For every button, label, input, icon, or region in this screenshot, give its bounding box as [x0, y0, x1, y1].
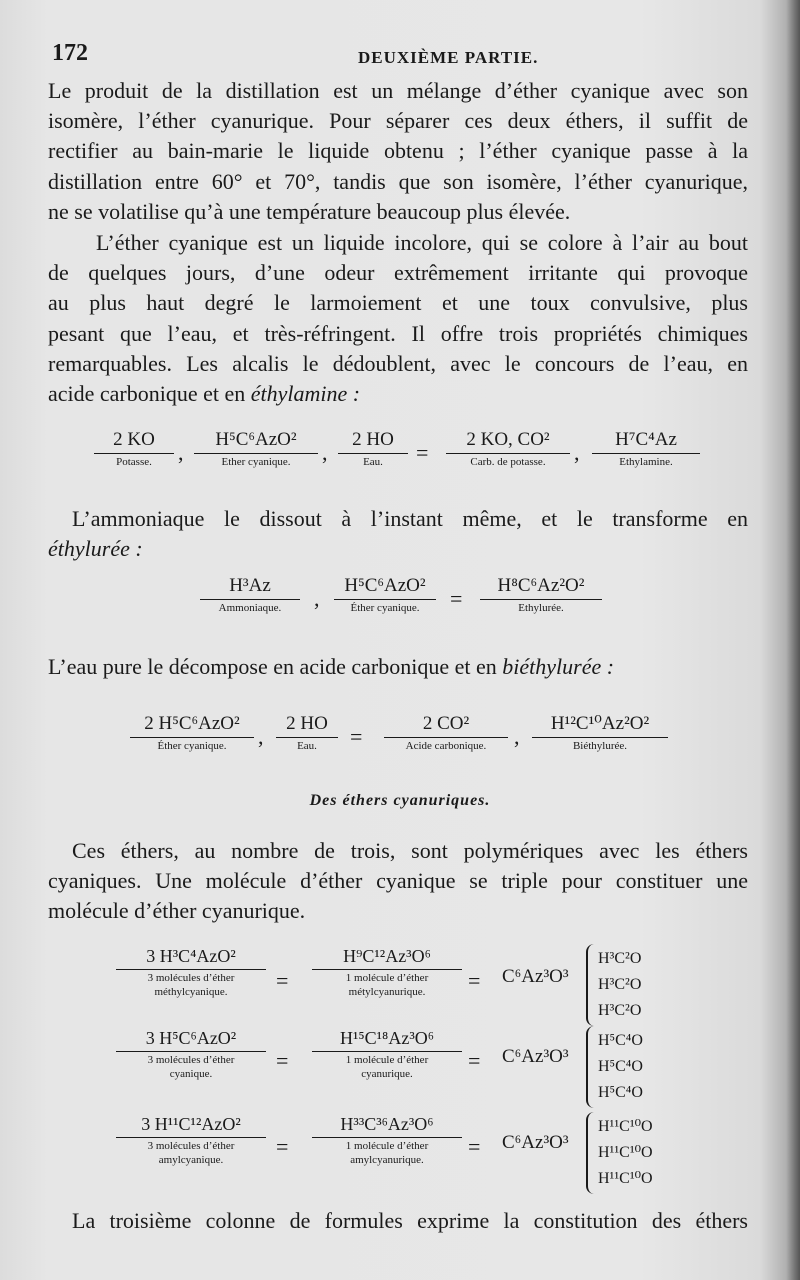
- eq-numerator: H¹⁵C¹⁸Az³O⁶: [339, 1028, 434, 1048]
- text-line: [48, 379, 748, 409]
- eq-denominator: Éther cyanique.: [157, 740, 227, 753]
- text-line: rectifier au bain-marie le liquide obtenu ; l’éther cyanique passe à la: [48, 138, 748, 164]
- radical: H⁵C⁴O: [598, 1032, 643, 1049]
- radical: H³C²O: [598, 1002, 642, 1019]
- eq-denominator: Éther cyanique.: [350, 602, 420, 615]
- radical: H¹¹C¹⁰O: [598, 1118, 653, 1135]
- equation-water: [0, 712, 800, 762]
- page-header: [48, 40, 748, 70]
- eq-term: [334, 574, 436, 616]
- eq-numerator: H⁹C¹²Az³O⁶: [343, 946, 431, 966]
- radical: H³C²O: [598, 950, 642, 967]
- eq-denominator: Ammoniaque.: [218, 602, 282, 615]
- eq-term: [480, 574, 602, 616]
- text-line: distillation entre 60° et 70°, tandis que son isomère, l’éther cyanurique,: [48, 168, 748, 194]
- radical-stack: [598, 1028, 643, 1106]
- eq-denominator: cyanurique.: [361, 1068, 413, 1081]
- eq-denominator: 1 molécule d’éther: [345, 1054, 429, 1067]
- eq-numerator: 2 KO: [113, 429, 155, 450]
- text-line: Le produit de la distillation est un mélange d’éther cyanique avec son: [48, 78, 748, 103]
- text-line: isomère, l’éther cyanurique. Pour séparer ces deux éthers, il suffit de: [48, 108, 748, 134]
- eq-numerator: 2 CO²: [422, 713, 470, 734]
- text-line: cyaniques. Une molécule d’éther cyanique se triple pour constituer une: [48, 868, 748, 894]
- eq-numerator: H⁵C⁶AzO²: [215, 429, 297, 450]
- paragraph-closing: [48, 1206, 748, 1236]
- text-line: [48, 534, 748, 564]
- eq-numerator: 3 H³C⁴AzO²: [146, 946, 236, 966]
- eq-term: [94, 428, 174, 470]
- eq-denominator: amylcyanique.: [158, 1154, 224, 1167]
- eq-denominator: Eau.: [297, 740, 317, 753]
- equals-sign: =: [276, 1048, 289, 1073]
- text-line: molécule d’éther cyanurique.: [48, 898, 306, 924]
- eq-denominator: Potasse.: [116, 456, 152, 469]
- radical: H⁵C⁴O: [598, 1084, 643, 1101]
- eq-numerator: 3 H¹¹C¹²AzO²: [141, 1114, 241, 1134]
- eq-term: [312, 1112, 462, 1167]
- eq-denominator: 1 molécule d’éther: [345, 972, 429, 985]
- brace: [586, 944, 598, 1026]
- equation-methyl: [0, 944, 800, 1028]
- equals-sign: =: [468, 1048, 481, 1073]
- radical: H¹¹C¹⁰O: [598, 1144, 653, 1161]
- comma-sign: ,: [314, 586, 320, 611]
- eq-numerator: H⁷C⁴Az: [615, 429, 677, 450]
- brace: [586, 1112, 598, 1194]
- equals-sign: =: [276, 968, 289, 993]
- equation-alkali: [0, 428, 800, 478]
- text-line: L’ammoniaque le dissout à l’instant même, et le transforme en: [72, 506, 748, 531]
- comma-sign: ,: [514, 724, 520, 749]
- equation-ammonia: [0, 574, 800, 624]
- paragraph-ammonia: [48, 504, 748, 564]
- eq-denominator: cyanique.: [169, 1068, 213, 1081]
- equals-sign: =: [450, 586, 463, 611]
- text-line: au plus haut degré le larmoiement et une toux convulsive, plus: [48, 290, 748, 316]
- eq-numerator: H³Az: [229, 575, 271, 596]
- text-line: La troisième colonne de formules exprime la constitution des éthers: [72, 1208, 748, 1233]
- eq-denominator: Eau.: [363, 456, 383, 469]
- equals-sign: =: [276, 1134, 289, 1159]
- radical-stack: [598, 1114, 653, 1192]
- eq-numerator: H³³C³⁶Az³O⁶: [340, 1114, 434, 1134]
- cyanuric-radical: C⁶Az³O³: [502, 1132, 569, 1153]
- comma-sign: ,: [258, 724, 264, 749]
- eq-numerator: 2 H⁵C⁶AzO²: [144, 713, 240, 734]
- equals-sign: =: [468, 1134, 481, 1159]
- eq-denominator: Carb. de potasse.: [470, 456, 546, 469]
- section-heading: Des éthers cyanuriques.: [309, 792, 491, 809]
- equation-ethyl: [0, 1026, 800, 1110]
- italic-term: biéthylurée :: [502, 654, 615, 679]
- eq-numerator: 2 HO: [352, 429, 394, 450]
- paragraph-distillation: [48, 76, 748, 227]
- eq-denominator: 1 molécule d’éther: [345, 1140, 429, 1153]
- eq-denominator: Ether cyanique.: [221, 456, 291, 469]
- radical: H³C²O: [598, 976, 642, 993]
- cyanuric-radical: C⁶Az³O³: [502, 966, 569, 987]
- eq-numerator: 2 HO: [286, 713, 328, 734]
- paragraph-water: [48, 652, 748, 682]
- eq-term: [312, 944, 462, 999]
- running-head: DEUXIÈME PARTIE.: [358, 48, 539, 67]
- eq-term: [116, 1026, 266, 1081]
- eq-denominator: métylcyanurique.: [348, 986, 426, 999]
- comma-sign: ,: [574, 440, 580, 465]
- eq-numerator: 3 H⁵C⁶AzO²: [145, 1028, 237, 1048]
- eq-term: [592, 428, 700, 470]
- eq-term: [194, 428, 318, 470]
- eq-denominator: méthylcyanique.: [154, 986, 228, 999]
- eq-term: [116, 944, 266, 999]
- eq-denominator: Ethylurée.: [518, 602, 564, 615]
- eq-numerator: 2 KO, CO²: [466, 429, 550, 450]
- eq-term: [446, 428, 570, 470]
- text-line: ne se volatilise qu’à une température beaucoup plus élevée.: [48, 198, 571, 224]
- equation-amyl: [0, 1112, 800, 1196]
- eq-denominator: 3 molécules d’éther: [147, 1054, 235, 1067]
- text-line: de quelques jours, d’une odeur extrêmement irritante qui provoque: [48, 260, 748, 286]
- paragraph-properties: [48, 228, 748, 409]
- equals-sign: =: [468, 968, 481, 993]
- italic-term: éthylamine :: [250, 381, 361, 407]
- radical: H¹¹C¹⁰O: [598, 1170, 653, 1187]
- text-fragment: acide carbonique et en: [48, 381, 251, 407]
- radical: H⁵C⁴O: [598, 1058, 643, 1075]
- equals-sign: =: [350, 724, 363, 749]
- italic-term: éthylurée :: [48, 536, 143, 562]
- text-line: L’éther cyanique est un liquide incolore, qui se colore à l’air au bout: [96, 230, 748, 255]
- brace: [586, 1026, 598, 1108]
- equals-sign: =: [416, 440, 429, 465]
- text-line: pesant que l’eau, et très-réfringent. Il offre trois propriétés chimiques: [48, 320, 748, 346]
- text-fragment: L’eau pure le décompose en acide carbonique et en: [48, 654, 503, 679]
- eq-denominator: Ethylamine.: [619, 456, 673, 469]
- eq-numerator: H⁵C⁶AzO²: [344, 575, 426, 596]
- eq-term: [384, 712, 508, 754]
- eq-denominator: 3 molécules d’éther: [147, 1140, 235, 1153]
- eq-denominator: 3 molécules d’éther: [147, 972, 235, 985]
- eq-term: [130, 712, 254, 754]
- comma-sign: ,: [178, 440, 184, 465]
- text-line: Ces éthers, au nombre de trois, sont polymériques avec les éthers: [72, 838, 748, 863]
- radical-stack: [598, 946, 641, 1024]
- eq-term: [276, 712, 338, 754]
- eq-denominator: amylcyanurique.: [350, 1154, 424, 1167]
- eq-numerator: H⁸C⁶Az²O²: [497, 575, 585, 596]
- page-number: 172: [52, 40, 88, 66]
- paragraph-polymeric: [48, 836, 748, 927]
- cyanuric-radical: C⁶Az³O³: [502, 1046, 569, 1067]
- text-line: [48, 652, 748, 682]
- eq-term: [338, 428, 408, 470]
- eq-numerator: H¹²C¹⁰Az²O²: [550, 713, 650, 734]
- eq-term: [532, 712, 668, 754]
- eq-denominator: Biéthylurée.: [572, 740, 628, 753]
- eq-term: [312, 1026, 462, 1081]
- text-line: remarquables. Les alcalis le dédoublent, avec le concours de l’eau, en: [48, 350, 748, 376]
- eq-term: [200, 574, 300, 616]
- eq-denominator: Acide carbonique.: [405, 740, 487, 753]
- eq-term: [116, 1112, 266, 1167]
- comma-sign: ,: [322, 440, 328, 465]
